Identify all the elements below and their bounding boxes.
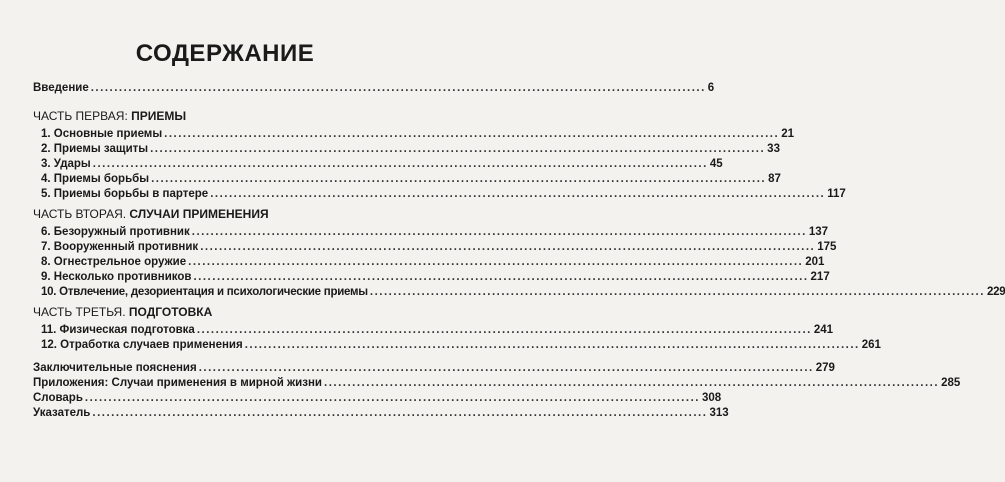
entry-page: 137 bbox=[808, 226, 828, 238]
entry-label: 9. Несколько противников bbox=[41, 271, 192, 283]
toc-entry bbox=[41, 172, 781, 186]
entry-label: 3. Удары bbox=[41, 158, 91, 170]
leader-dots: ................................................................................................................................... bbox=[369, 286, 985, 298]
entry-label: 10. Отвлечение, дезориентация и психологические приемы bbox=[41, 286, 368, 298]
leader-dots: ................................................................................................................................... bbox=[90, 82, 706, 94]
toc-entry bbox=[41, 285, 1005, 299]
entry-page: 87 bbox=[768, 173, 781, 185]
toc-entry bbox=[41, 157, 723, 171]
toc-entry bbox=[41, 270, 830, 284]
entry-page: 45 bbox=[709, 158, 723, 170]
leader-dots: ................................................................................................................................... bbox=[92, 158, 708, 170]
entry-page: 21 bbox=[781, 128, 794, 140]
entry-label: 7. Вооруженный противник bbox=[41, 241, 199, 253]
toc-entry bbox=[41, 127, 794, 141]
entry-label: 5. Приемы борьбы в партере bbox=[41, 188, 209, 200]
part-prefix: ЧАСТЬ ВТОРАЯ. bbox=[33, 207, 130, 221]
part-heading-1 bbox=[33, 109, 186, 123]
entry-label: 1. Основные приемы bbox=[41, 128, 163, 140]
part-prefix: ЧАСТЬ ПЕРВАЯ: bbox=[33, 109, 132, 123]
entry-page: 308 bbox=[701, 392, 722, 404]
toc-entry bbox=[41, 225, 828, 239]
entry-label: Введение bbox=[33, 82, 89, 94]
part-name: СЛУЧАИ ПРИМЕНЕНИЯ bbox=[129, 207, 269, 221]
entry-page: 279 bbox=[815, 362, 835, 374]
entry-page: 217 bbox=[810, 271, 830, 283]
toc-entry bbox=[41, 142, 780, 156]
entry-label: 6. Безоружный противник bbox=[41, 226, 190, 238]
entry-label: Указатель bbox=[33, 407, 91, 419]
leader-dots: ................................................................................................................................... bbox=[200, 241, 816, 253]
entry-page: 6 bbox=[707, 82, 715, 94]
leader-dots: ................................................................................................................................... bbox=[92, 407, 708, 419]
part-name: ПРИЕМЫ bbox=[131, 109, 187, 123]
leader-dots: ................................................................................................................................... bbox=[84, 392, 700, 404]
part-name: ПОДГОТОВКА bbox=[128, 305, 213, 319]
page-title: СОДЕРЖАНИЕ bbox=[135, 40, 315, 67]
entry-page: 261 bbox=[861, 339, 881, 351]
entry-page: 201 bbox=[805, 256, 825, 268]
leader-dots: ................................................................................................................................... bbox=[244, 339, 860, 351]
leader-dots: ................................................................................................................................... bbox=[151, 173, 767, 185]
part-heading-3 bbox=[33, 305, 212, 319]
leader-dots: ................................................................................................................................... bbox=[324, 377, 940, 389]
entry-page: 241 bbox=[813, 324, 834, 336]
toc-entry bbox=[33, 361, 835, 375]
leader-dots: ................................................................................................................................... bbox=[188, 256, 804, 268]
toc-entry bbox=[33, 376, 961, 390]
toc-entry bbox=[33, 391, 722, 405]
entry-page: 313 bbox=[709, 407, 729, 419]
toc-entry bbox=[41, 255, 825, 269]
leader-dots: ................................................................................................................................... bbox=[196, 324, 812, 336]
entry-label: 11. Физическая подготовка bbox=[41, 324, 195, 336]
leader-dots: ................................................................................................................................... bbox=[164, 128, 780, 140]
part-heading-2 bbox=[33, 207, 269, 221]
leader-dots: ................................................................................................................................... bbox=[191, 226, 807, 238]
leader-dots: ................................................................................................................................... bbox=[150, 143, 766, 155]
entry-label: Заключительные пояснения bbox=[33, 362, 197, 374]
entry-page: 175 bbox=[817, 241, 837, 253]
toc-entry bbox=[41, 187, 846, 201]
entry-page: 229 bbox=[986, 286, 1005, 298]
entry-label: Словарь bbox=[33, 392, 83, 404]
toc-entry bbox=[41, 323, 834, 337]
entry-page: 117 bbox=[827, 188, 846, 200]
entry-label: Приложения: Случаи применения в мирной жизни bbox=[33, 377, 322, 389]
entry-label: 12. Отработка случаев применения bbox=[41, 339, 243, 351]
part-prefix: ЧАСТЬ ТРЕТЬЯ. bbox=[33, 305, 129, 319]
entry-label: 4. Приемы борьбы bbox=[41, 173, 150, 185]
toc-entry bbox=[41, 240, 837, 254]
entry-label: 8. Огнестрельное оружие bbox=[41, 256, 187, 268]
leader-dots: ................................................................................................................................... bbox=[193, 271, 809, 283]
entry-page: 33 bbox=[767, 143, 780, 155]
toc-entry bbox=[41, 338, 881, 352]
toc-entry bbox=[33, 406, 729, 420]
leader-dots: ................................................................................................................................... bbox=[198, 362, 814, 374]
leader-dots: ................................................................................................................................... bbox=[210, 188, 826, 200]
toc-entry-intro bbox=[33, 81, 715, 95]
entry-label: 2. Приемы защиты bbox=[41, 143, 149, 155]
entry-page: 285 bbox=[941, 377, 961, 389]
